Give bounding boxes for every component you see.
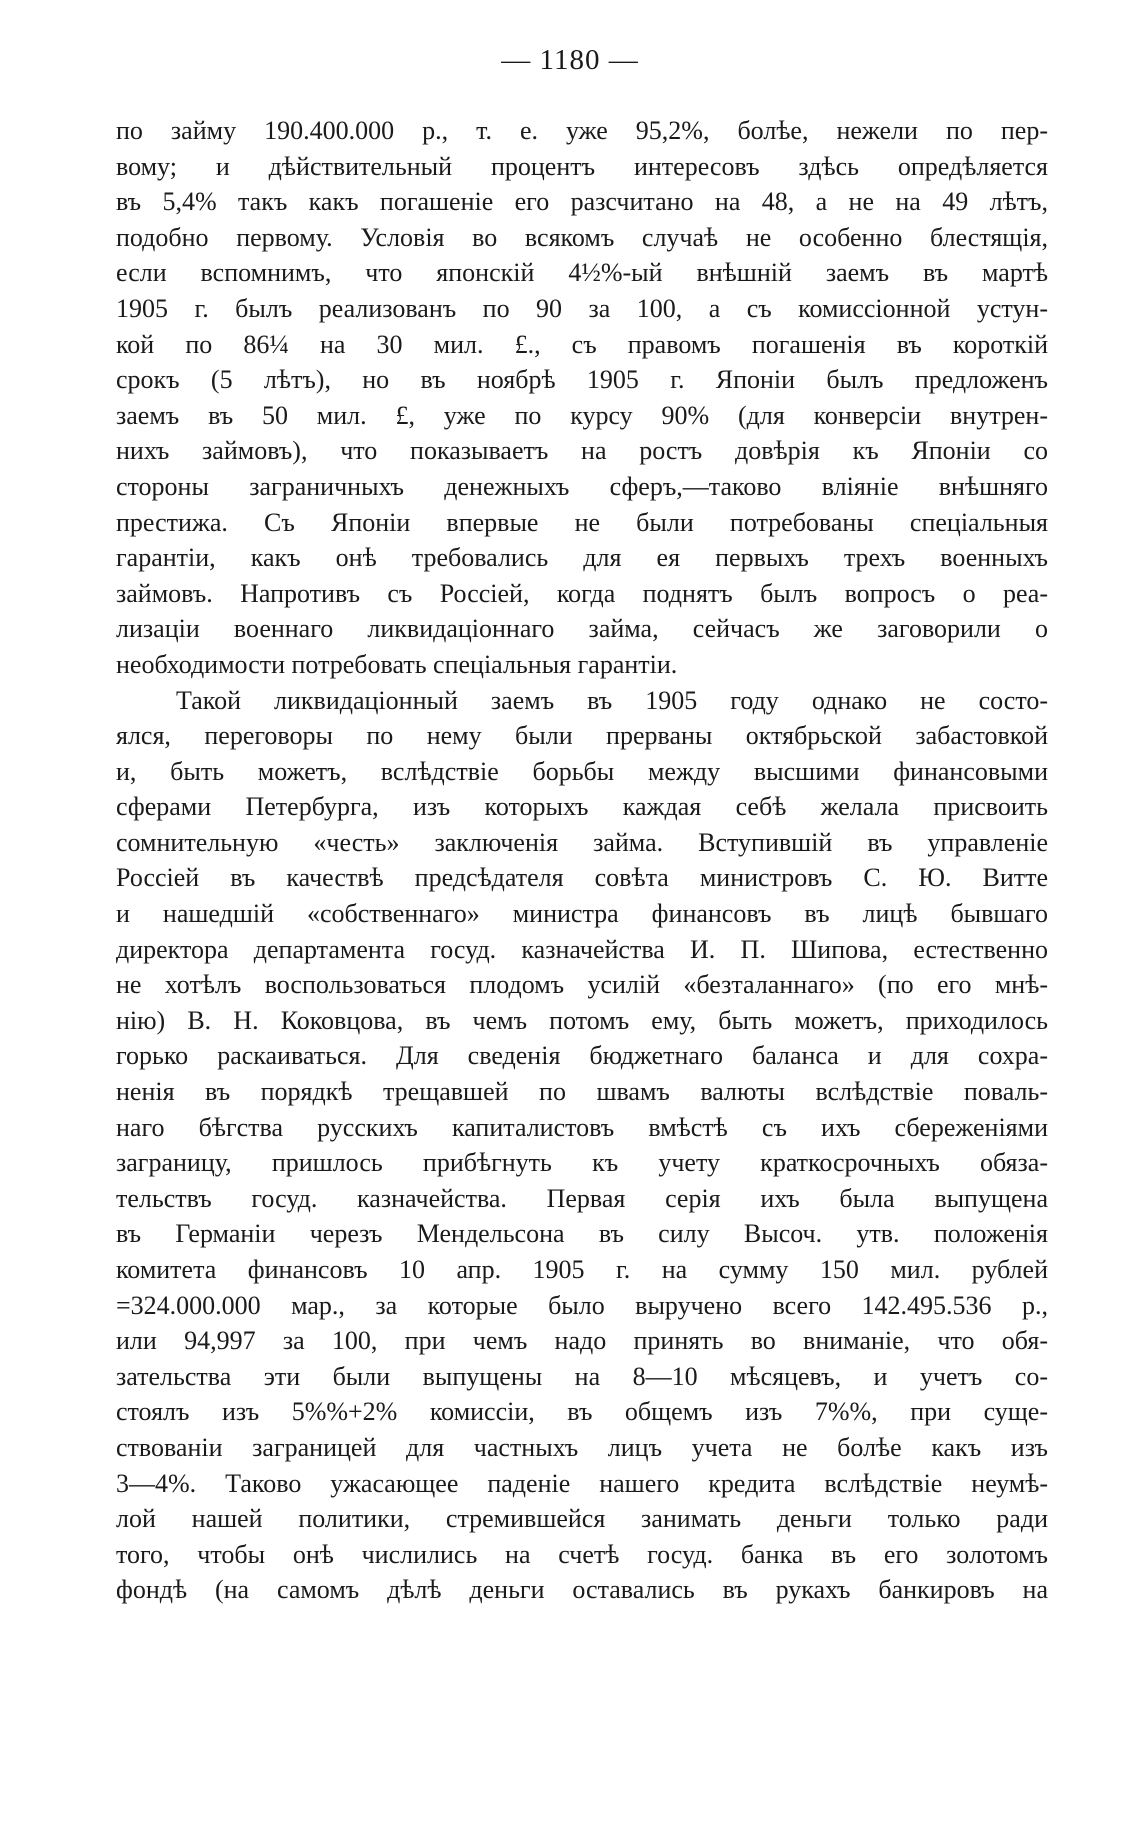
text-line: фондѣ (на самомъ дѣлѣ деньги оставались въ рукахъ банкировъ на bbox=[116, 1575, 1048, 1605]
text-line: ненія въ порядкѣ трещавшей по швамъ валюты вслѣдствіе поваль- bbox=[116, 1077, 1048, 1107]
text-line: не хотѣлъ воспользоваться плодомъ усилій «безталаннаго» (по его мнѣ- bbox=[116, 970, 1048, 1000]
text-line: въ 5,4% такъ какъ погашеніе его разсчитано на 48, а не на 49 лѣтъ, bbox=[116, 187, 1048, 217]
text-line: или 94,997 за 100, при чемъ надо принять во вниманіе, что обя- bbox=[116, 1326, 1048, 1356]
text-line: горько раскаиваться. Для сведенія бюджетнаго баланса и для сохра- bbox=[116, 1041, 1048, 1071]
text-line: срокъ (5 лѣтъ), но въ ноябрѣ 1905 г. Японіи былъ предложенъ bbox=[116, 365, 1048, 395]
text-line: комитета финансовъ 10 апр. 1905 г. на сумму 150 мил. рублей bbox=[116, 1255, 1048, 1284]
text-line: зательства эти были выпущены на 8—10 мѣсяцевъ, и учетъ со- bbox=[116, 1361, 1048, 1391]
text-line: гарантіи, какъ онѣ требовались для ея первыхъ трехъ военныхъ bbox=[116, 543, 1048, 573]
text-line: заграницу, пришлось прибѣгнуть къ учету краткосрочныхъ обяза- bbox=[116, 1148, 1048, 1178]
page-number: — 1180 — bbox=[501, 44, 639, 76]
text-line: престижа. Съ Японіи впервые не были потребованы спеціальныя bbox=[116, 507, 1048, 537]
text-line: нію) В. Н. Коковцова, въ чемъ потомъ ему, быть можетъ, приходилось bbox=[116, 1005, 1048, 1035]
text-line: въ Германіи черезъ Мендельсона въ силу Высоч. утв. положенія bbox=[116, 1219, 1048, 1249]
text-line: лой нашей политики, стремившейся занимать деньги только ради bbox=[116, 1504, 1048, 1534]
body-text bbox=[116, 113, 1048, 1608]
text-line: необходимости потребовать спеціальныя гарантіи. bbox=[116, 649, 678, 679]
text-line: кой по 86¼ на 30 мил. £., съ правомъ погашенія въ короткій bbox=[116, 329, 1048, 359]
text-line: Россіей въ качествѣ предсѣдателя совѣта министровъ С. Ю. Витте bbox=[116, 863, 1048, 893]
text-line: директора департамента госуд. казначейства И. П. Шипова, естественно bbox=[116, 934, 1048, 964]
text-line: и, быть можетъ, вслѣдствіе борьбы между высшими финансовыми bbox=[116, 756, 1048, 786]
text-line: ялся, переговоры по нему были прерваны октябрьской забастовкой bbox=[116, 721, 1048, 751]
text-line: нихъ займовъ), что показываетъ на ростъ довѣрія къ Японіи со bbox=[116, 436, 1048, 466]
text-line: вому; и дѣйствительный процентъ интересовъ здѣсь опредѣляется bbox=[116, 151, 1048, 181]
text-line: наго бѣгства русскихъ капиталистовъ вмѣстѣ съ ихъ сбереженіями bbox=[116, 1112, 1048, 1142]
text-line: того, чтобы онѣ числились на счетѣ госуд. банка въ его золотомъ bbox=[116, 1539, 1048, 1569]
text-line: по займу 190.400.000 р., т. е. уже 95,2%, болѣе, нежели по пер- bbox=[116, 116, 1048, 145]
text-line: ствованіи заграницей для частныхъ лицъ учета не болѣе какъ изъ bbox=[116, 1432, 1048, 1462]
text-line: подобно первому. Условія во всякомъ случаѣ не особенно блестящія, bbox=[116, 222, 1048, 252]
text-line: займовъ. Напротивъ съ Россіей, когда поднятъ былъ вопросъ о реа- bbox=[116, 578, 1048, 608]
text-line: сферами Петербурга, изъ которыхъ каждая себѣ желала присвоить bbox=[116, 792, 1048, 822]
text-line: стоялъ изъ 5%%+2% комиссіи, въ общемъ изъ 7%%, при суще- bbox=[116, 1397, 1048, 1427]
text-line: и нашедшій «собственнаго» министра финансовъ въ лицѣ бывшаго bbox=[116, 899, 1048, 929]
text-line: =324.000.000 мар., за которые было выручено всего 142.495.536 р., bbox=[116, 1290, 1048, 1320]
text-line: стороны заграничныхъ денежныхъ сферъ,—таково вліяніе внѣшняго bbox=[116, 471, 1048, 501]
text-line: 3—4%. Таково ужасающее паденіе нашего кредита вслѣдствіе неумѣ- bbox=[116, 1468, 1048, 1498]
paragraph-start-line: Такой ликвидаціонный заемъ въ 1905 году однако не состо- bbox=[176, 685, 1048, 715]
text-line: тельствъ госуд. казначейства. Первая серія ихъ была выпущена bbox=[116, 1183, 1048, 1213]
text-line: если вспомнимъ, что японскій 4½%-ый внѣшній заемъ въ мартѣ bbox=[116, 258, 1048, 288]
text-line: 1905 г. былъ реализованъ по 90 за 100, а съ комиссіонной устун- bbox=[116, 293, 1048, 323]
text-line: лизаціи военнаго ликвидаціоннаго займа, сейчасъ же заговорили о bbox=[116, 614, 1048, 644]
text-line: сомнительную «честь» заключенія займа. Вступившій въ управленіе bbox=[116, 827, 1048, 857]
text-line: заемъ въ 50 мил. £, уже по курсу 90% (для конверсіи внутрен- bbox=[116, 400, 1048, 430]
